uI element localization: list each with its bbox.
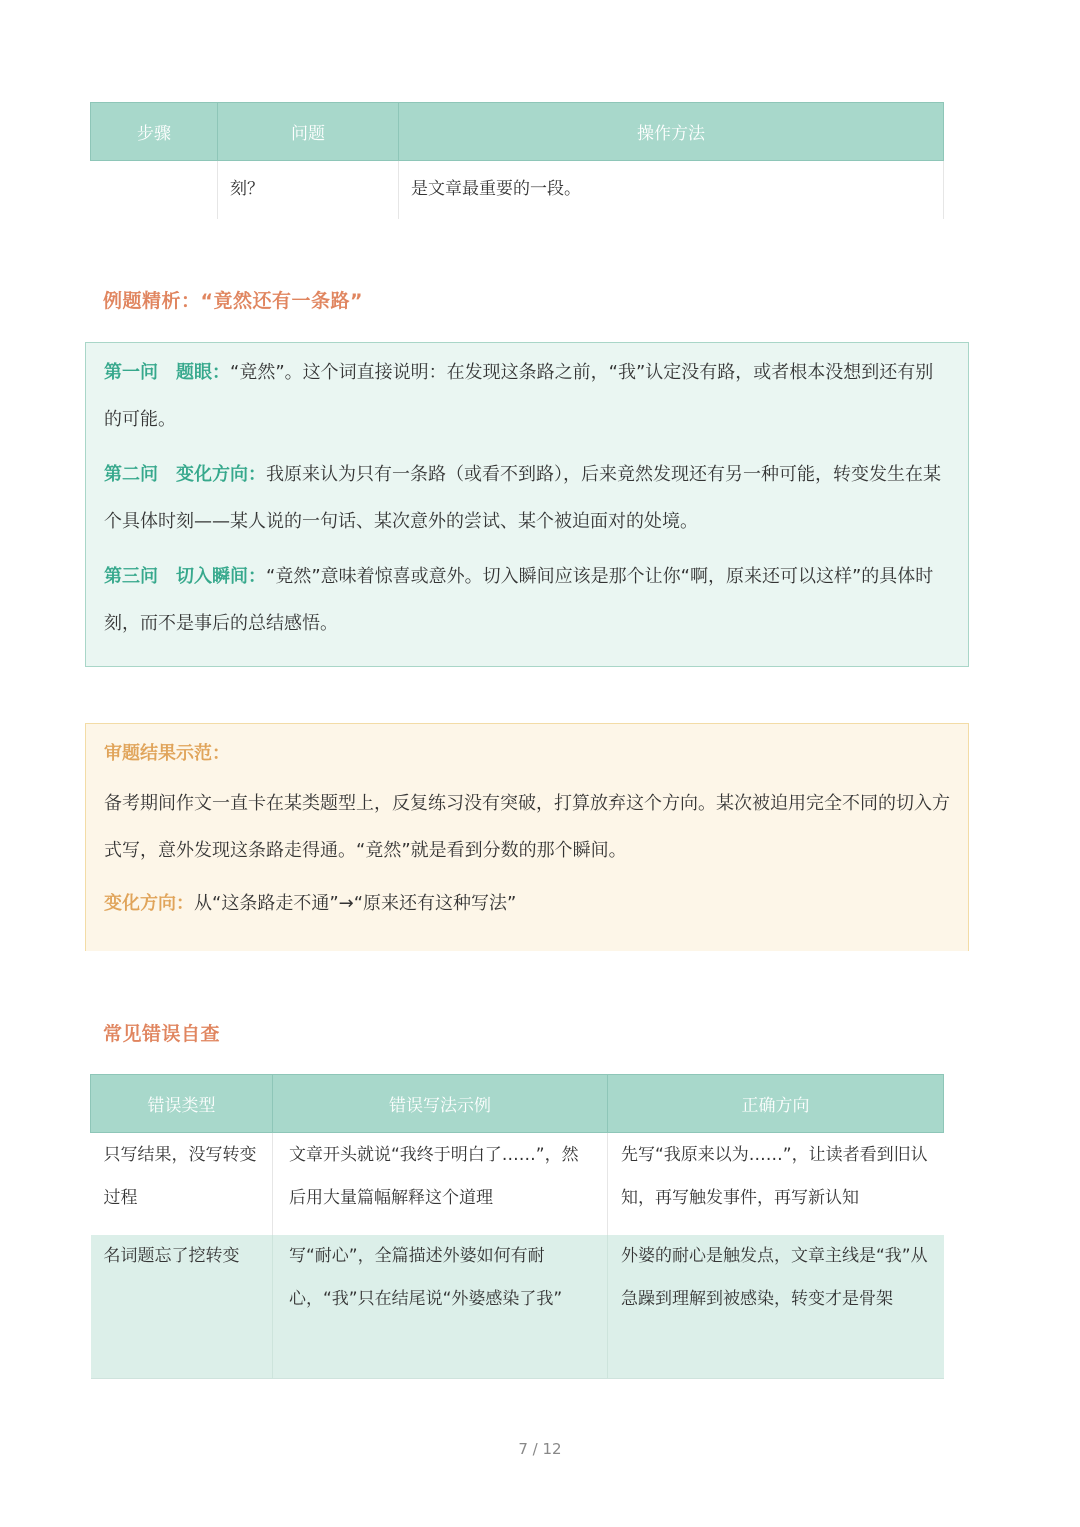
table-row xyxy=(91,1133,944,1235)
steps-table xyxy=(90,102,944,219)
question-1-text: “竟然”。这个词直接说明：在发现这条路之前，“我”认定没有路，或者根本没想到还有别的可能。 xyxy=(104,362,934,430)
question-2-number: 第二问 xyxy=(104,464,158,485)
result-body: 备考期间作文一直卡在某类题型上，反复练习没有突破，打算放弃这个方向。某次被迫用完全不同的切入方式写，意外发现这条路走得通。“竟然”就是看到分数的那个瞬间。 xyxy=(104,793,950,861)
table-cell-step xyxy=(91,161,218,219)
question-3-text: “竟然”意味着惊喜或意外。切入瞬间应该是那个让你“啊，原来还可以这样”的具体时刻，而不是事后的总结感悟。 xyxy=(104,566,934,634)
table-cell-error-type: 名词题忘了挖转变 xyxy=(91,1235,273,1379)
table-cell-method: 是文章最重要的一段。 xyxy=(399,161,944,219)
errors-table xyxy=(90,1074,944,1379)
column-header-method: 操作方法 xyxy=(399,103,944,161)
question-2-label: 变化方向： xyxy=(176,464,266,485)
question-2-paragraph xyxy=(104,451,950,545)
table-header-row xyxy=(91,103,944,161)
analysis-box xyxy=(85,342,969,667)
table-cell-error-example: 写“耐心”，全篇描述外婆如何有耐心，“我”只在结尾说“外婆感染了我” xyxy=(273,1235,608,1379)
question-1-number: 第一问 xyxy=(104,362,158,383)
column-header-error-type: 错误类型 xyxy=(91,1075,273,1133)
table-row xyxy=(91,1235,944,1379)
table-cell-correct-direction: 先写“我原来以为……”，让读者看到旧认知，再写触发事件，再写新认知 xyxy=(621,1145,928,1208)
question-2-text: 我原来认为只有一条路（或看不到路），后来竟然发现还有另一种可能，转变发生在某个具体时刻——某人说的一句话、某次意外的尝试、某个被迫面对的处境。 xyxy=(104,464,941,532)
result-change-paragraph xyxy=(104,880,950,927)
page-number: 7 / 12 xyxy=(518,1440,562,1458)
common-errors-heading: 常见错误自查 xyxy=(103,1023,221,1045)
table-cell-error-type: 只写结果，没写转变过程 xyxy=(91,1133,273,1235)
table-cell-question: 刻？ xyxy=(218,161,399,219)
table-header-row xyxy=(91,1075,944,1133)
table-row xyxy=(91,161,944,219)
table-cell-error-example: 文章开头就说“我终于明白了……”，然后用大量篇幅解释这个道理 xyxy=(273,1133,608,1235)
column-header-error-example: 错误写法示例 xyxy=(273,1075,608,1133)
question-3-number: 第三问 xyxy=(104,566,158,587)
column-header-step: 步骤 xyxy=(91,103,218,161)
question-1-label: 题眼： xyxy=(176,362,230,383)
question-3-paragraph xyxy=(104,553,950,647)
question-3-label: 切入瞬间： xyxy=(176,566,266,587)
result-title: 审题结果示范： xyxy=(104,743,230,764)
result-change-label: 变化方向： xyxy=(104,893,194,914)
column-header-question: 问题 xyxy=(218,103,399,161)
question-1-paragraph xyxy=(104,349,950,443)
result-demo-box xyxy=(85,723,969,951)
column-header-correct-direction: 正确方向 xyxy=(608,1075,944,1133)
table-cell-correct-direction: 外婆的耐心是触发点，文章主线是“我”从急躁到理解到被感染，转变才是骨架 xyxy=(608,1235,944,1379)
example-analysis-heading: 例题精析：“竟然还有一条路” xyxy=(103,290,363,312)
result-change-text: 从“这条路走不通”→“原来还有这种写法” xyxy=(194,893,517,914)
